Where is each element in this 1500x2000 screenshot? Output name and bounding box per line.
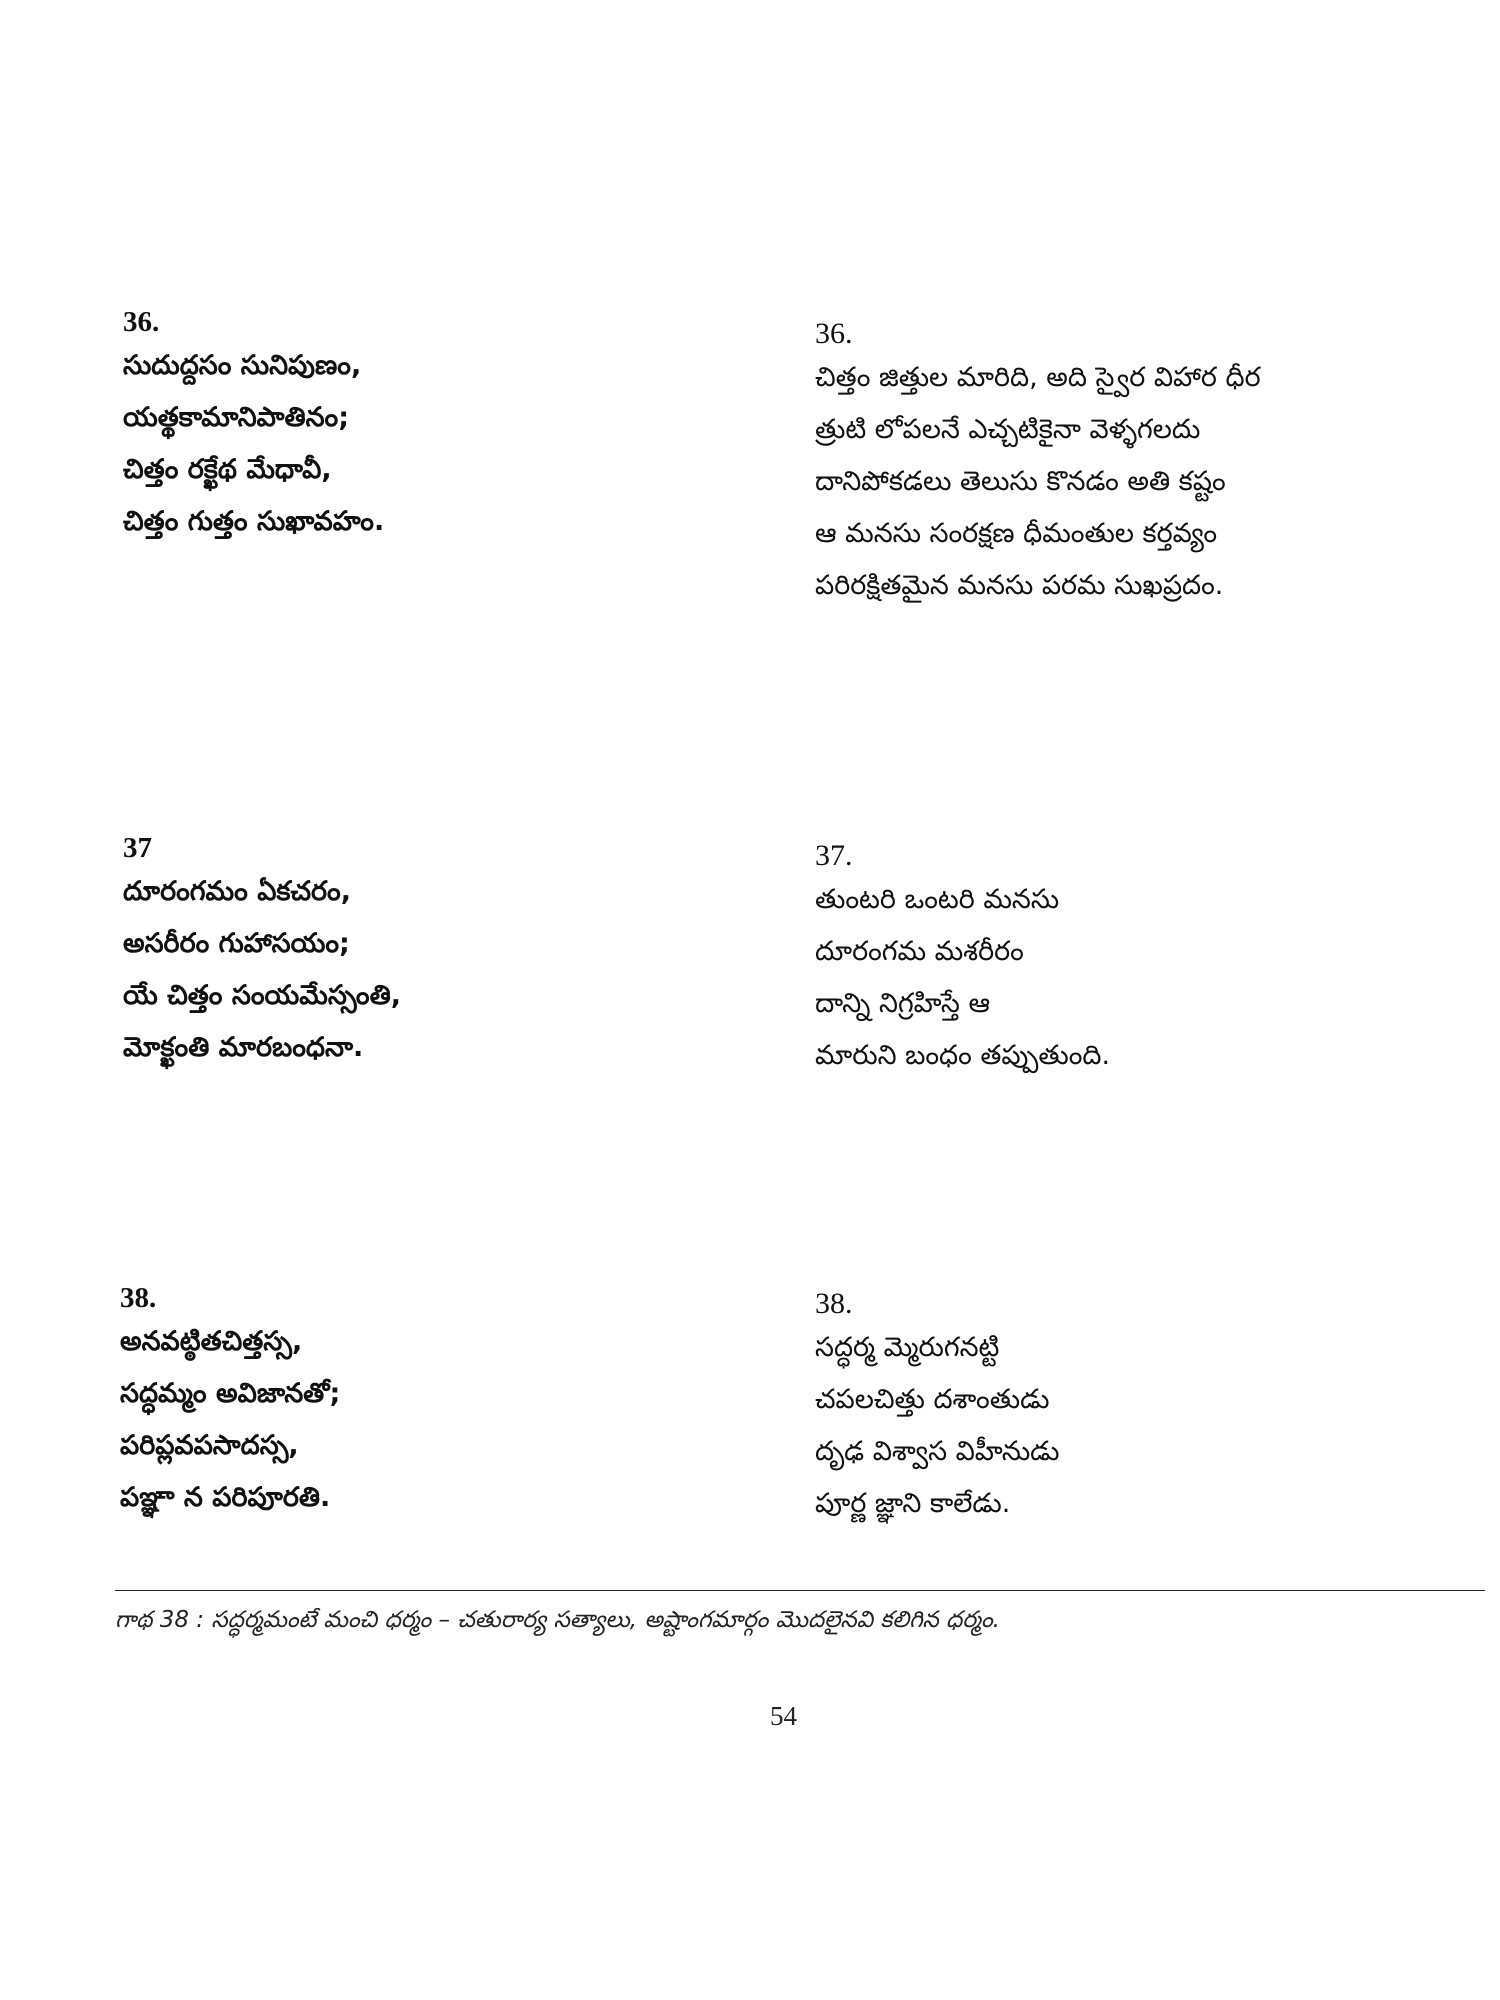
verse-line: చిత్తం జిత్తుల మారిది, అది స్వైర విహార ధీర <box>815 362 1261 393</box>
verse-line: తుంటరి ఒంటరి మనసు <box>815 884 1060 915</box>
verse-lines <box>815 352 1261 612</box>
verse-line: యే చిత్తం సంయమేస్సంతి, <box>123 980 401 1011</box>
verse-line: అనవట్ఠితచిత్తస్స, <box>120 1326 303 1357</box>
verse-number: 36. <box>815 317 853 350</box>
verse-line: సద్ధర్మ మ్మెరుగనట్టి <box>815 1332 1000 1363</box>
verse-line: చిత్తం గుత్తం సుఖావహం. <box>123 506 385 537</box>
verse-number: 38. <box>120 1282 157 1314</box>
verse-line: దూరంగమం ఏకచరం, <box>123 876 351 907</box>
verse-line: అసరీరం గుహాసయం; <box>123 928 350 959</box>
verse-line: మోక్ఖంతి మారబంధనా. <box>123 1032 364 1063</box>
verse-lines <box>120 1316 340 1524</box>
verse-38-pali <box>120 1280 340 1524</box>
verse-36-telugu <box>815 316 1261 612</box>
verse-line: పఞ్ఞా న పరిపూరతి. <box>120 1482 331 1513</box>
verse-number: 36. <box>123 306 160 338</box>
verse-number: 37 <box>123 832 152 864</box>
verse-lines <box>123 866 401 1074</box>
verse-line: త్రుటి లోపలనే ఎచ్చటికైనా వెళ్ళగలదు <box>815 414 1201 445</box>
footnote: గాథ 38 : సద్ధర్మమంటే మంచి ధర్మం – చతురార్య సత్యాలు, అష్టాంగమార్గం మొదలైనవి కలిగిన ధర్మం. <box>115 1607 1000 1633</box>
verse-lines <box>815 874 1110 1082</box>
verse-line: సుదుద్దసం సునిపుణం, <box>123 350 362 381</box>
verse-line: చపలచిత్తు దశాంతుడు <box>815 1384 1050 1415</box>
verse-line: పూర్ణ జ్ఞాని కాలేడు. <box>815 1488 1011 1519</box>
verse-36-pali <box>123 304 384 548</box>
verse-line: దానిపోకడలు తెలుసు కొనడం అతి కష్టం <box>815 466 1226 497</box>
verse-number: 38. <box>815 1287 853 1320</box>
verse-37-pali <box>123 830 401 1074</box>
verse-37-telugu <box>815 838 1110 1082</box>
verse-lines <box>815 1322 1059 1530</box>
verse-line: దాన్ని నిగ్రహిస్తే ఆ <box>815 988 991 1019</box>
verse-line: దృఢ విశ్వాస విహీనుడు <box>815 1436 1060 1467</box>
verse-line: పరిరక్షితమైన మనసు పరమ సుఖప్రదం. <box>815 570 1224 601</box>
verse-line: సద్ధమ్మం అవిజానతో; <box>120 1378 341 1409</box>
verse-line: చిత్తం రక్ఖేథ మేధావీ, <box>123 454 332 485</box>
footnote-divider <box>115 1590 1485 1591</box>
verse-line: ఆ మనసు సంరక్షణ ధీమంతుల కర్తవ్యం <box>815 518 1218 549</box>
verse-line: పరిప్లవపసాదస్స, <box>120 1430 299 1461</box>
verse-lines <box>123 340 384 548</box>
verse-line: మారుని బంధం తప్పుతుంది. <box>815 1040 1111 1071</box>
verse-number: 37. <box>815 839 853 872</box>
page-number: 54 <box>770 1701 797 1731</box>
verse-38-telugu <box>815 1286 1059 1530</box>
verse-line: దూరంగమ మశరీరం <box>815 936 1024 967</box>
verse-line: యత్థకామానిపాతినం; <box>123 402 350 433</box>
